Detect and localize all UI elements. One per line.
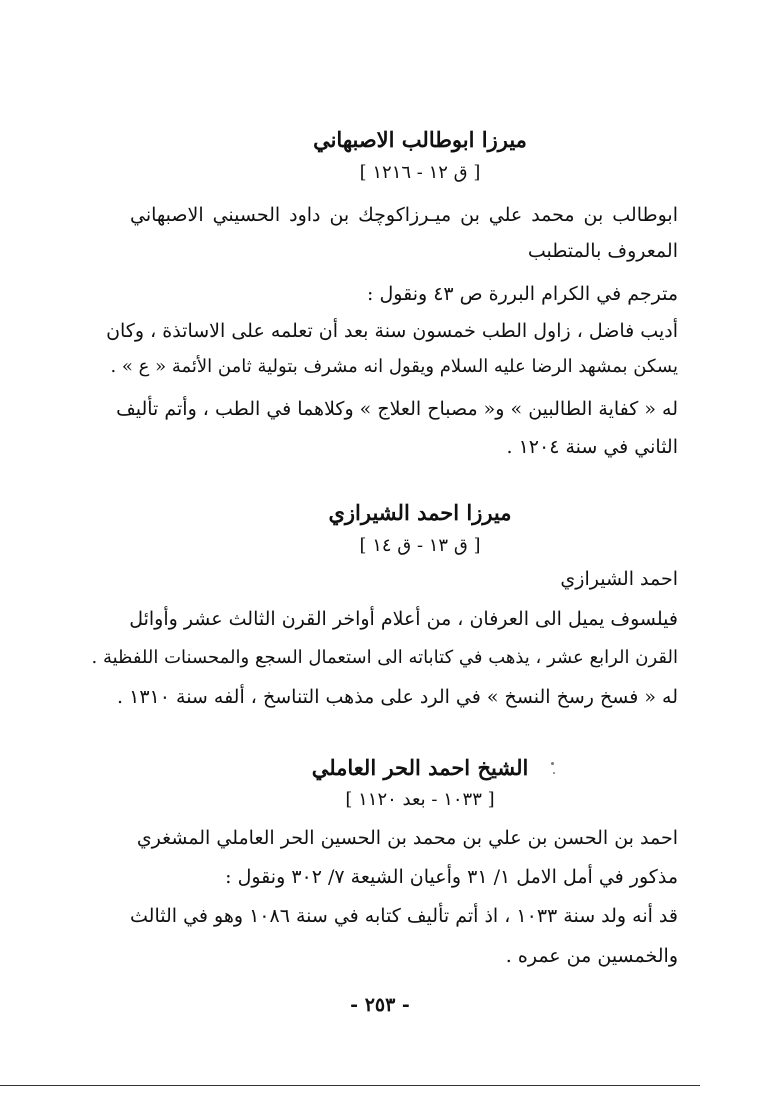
entry-1-para-3-line-1: أديب فاضل ، زاول الطب خمسون سنة بعد أن تعلمه على الاساتذة ، وكان — [106, 320, 678, 342]
entry-2-dates: [ ق ١٣ - ق ١٤ ] — [359, 535, 481, 556]
entry-1-para-1-line-1: ابوطالب بن محمد علي بن ميـرزاكوچك بن داود الحسيني الاصبهاني — [130, 204, 678, 226]
entry-3-para-2-line-1: مذكور في أمل الامل ١/ ٣١ وأعيان الشيعة ٧/ ٣٠٢ ونقول : — [225, 866, 678, 888]
entry-3-para-3-line-2: والخمسين من عمره . — [505, 945, 678, 967]
entry-1-para-2-line-1: مترجم في الكرام البررة ص ٤٣ ونقول : — [367, 283, 678, 305]
entry-2-para-2-line-2: القرن الرابع عشر ، يذهب في كتاباته الى استعمال السجع والمحسنات اللفظية . — [91, 647, 678, 668]
scan-edge-line — [0, 1085, 700, 1086]
entry-2-title: ميرزا احمد الشيرازي — [328, 500, 512, 525]
entry-2-para-2-line-1: فيلسوف يميل الى العرفان ، من أعلام أواخر القرن الثالث عشر وأوائل — [129, 608, 678, 630]
entry-3-para-3-line-1: قد أنه ولد سنة ١٠٣٣ ، اذ أتم تأليف كتابه في سنة ١٠٨٦ وهو في الثالث — [130, 905, 678, 927]
entry-1-para-4-line-1: له « كفاية الطالبين » و« مصباح العلاج » وكلاهما في الطب ، وأتم تأليف — [116, 398, 678, 420]
entry-2-para-1-line-1: احمد الشيرازي — [560, 568, 678, 590]
entry-1-para-3-line-2: يسكن بمشهد الرضا عليه السلام ويقول انه مشرف بتولية ثامن الأئمة « ع » . — [110, 356, 678, 377]
page-number: - ٢٥٣ - — [350, 994, 410, 1016]
entry-2-para-3-line-1: له « فسخ رسخ النسخ » في الرد على مذهب التناسخ ، ألفه سنة ١٣١٠ . — [117, 686, 678, 708]
entry-1-para-4-line-2: الثاني في سنة ١٢٠٤ . — [506, 436, 678, 458]
entry-3-para-1-line-1: احمد بن الحسن بن علي بن محمد بن الحسين الحر العاملي المشغري — [136, 827, 678, 849]
entry-1-para-1-line-2: المعروف بالمتطبب — [527, 240, 678, 262]
entry-3-dates: [ ١٠٣٣ - بعد ١١٢٠ ] — [345, 789, 495, 810]
entry-3-title: الشيخ احمد الحر العاملي — [311, 755, 529, 780]
entry-1-title: ميرزا ابوطالب الاصبهاني — [313, 127, 527, 152]
scan-speck — [553, 772, 555, 774]
entry-1-dates: [ ق ١٢ - ١٢١٦ ] — [359, 162, 481, 183]
scan-speck — [551, 762, 554, 765]
